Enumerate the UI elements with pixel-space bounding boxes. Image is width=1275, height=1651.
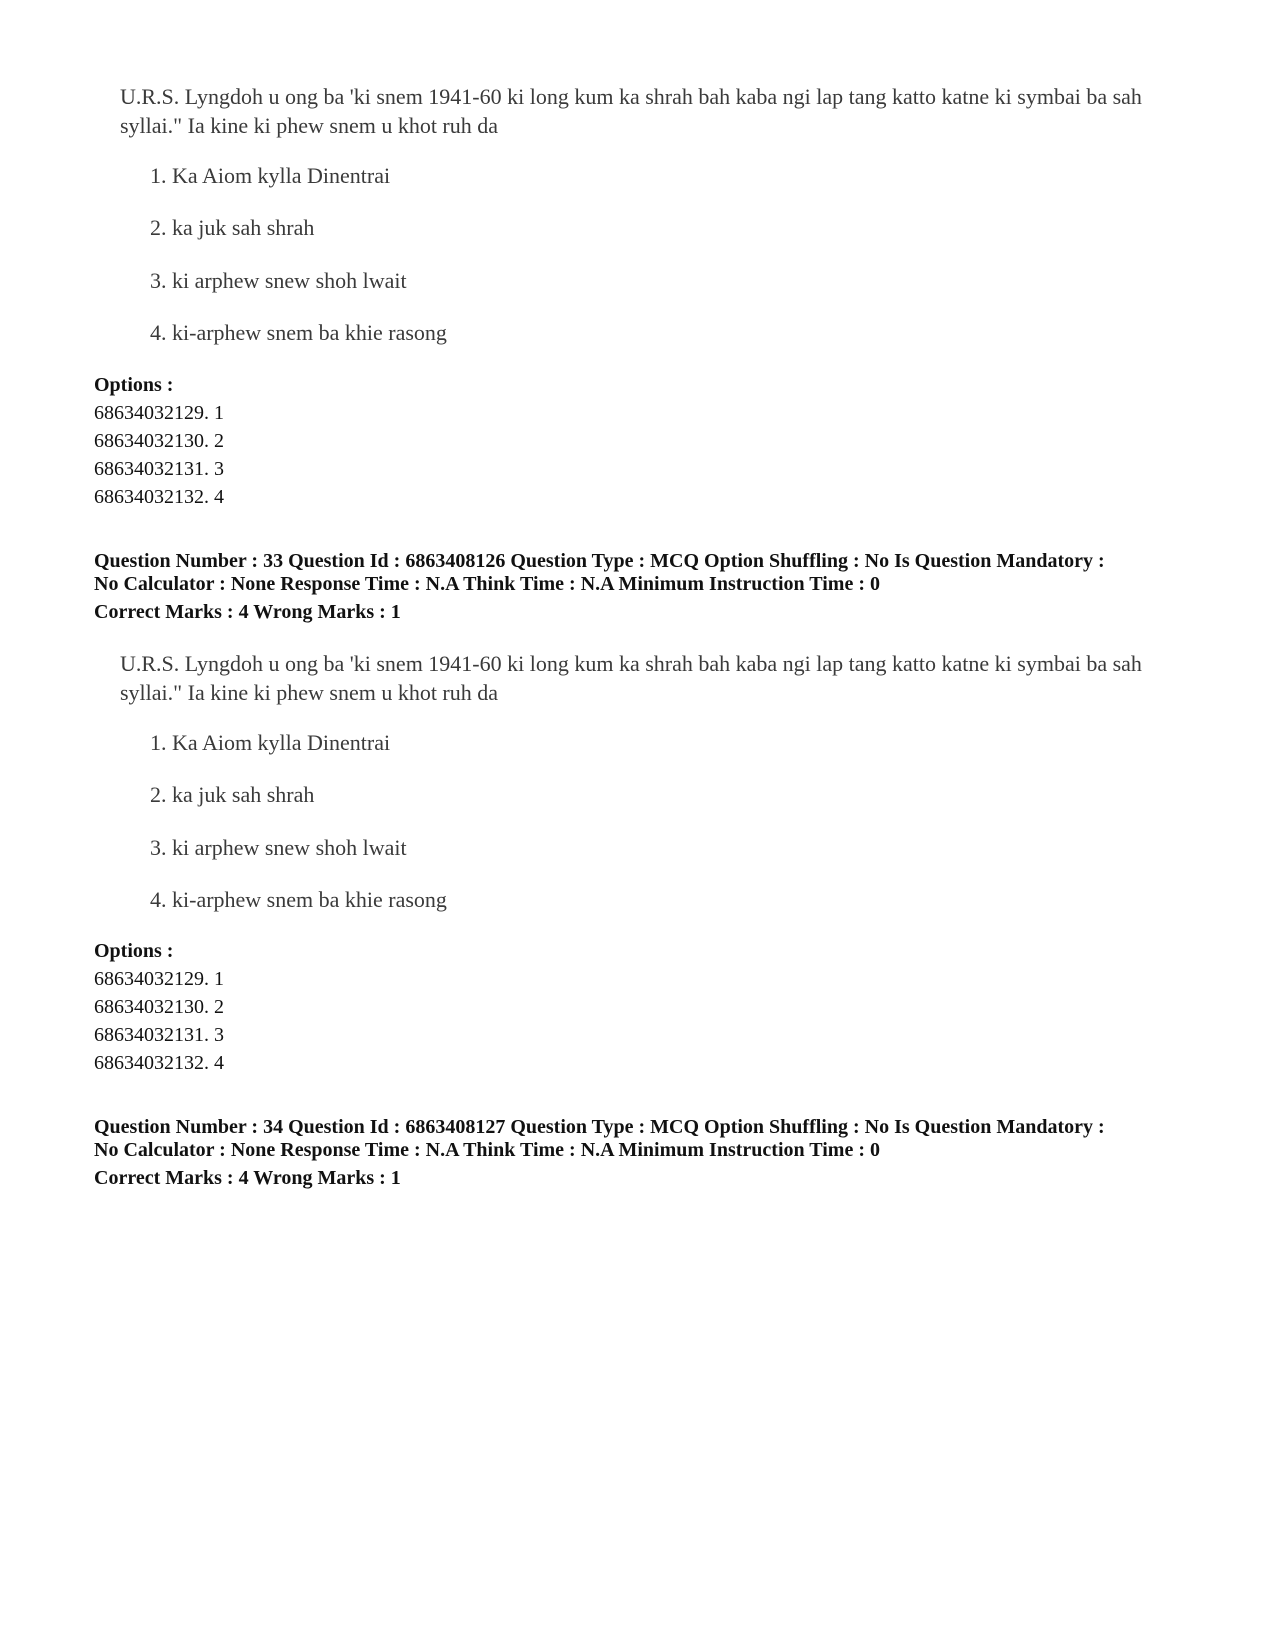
option-line: 68634032130. 2 [94, 996, 224, 1018]
question-item: 1. Ka Aiom kylla Dinentrai [150, 163, 391, 188]
question-meta-line: No Calculator : None Response Time : N.A Think Time : N.A Minimum Instruction Time : 0 [94, 1139, 880, 1161]
options-label: Options : [94, 374, 174, 396]
option-line: 68634032131. 3 [94, 458, 224, 480]
question-item: 4. ki-arphew snem ba khie rasong [150, 887, 447, 912]
question-marks: Correct Marks : 4 Wrong Marks : 1 [94, 1167, 401, 1189]
options-label: Options : [94, 940, 174, 962]
question-marks: Correct Marks : 4 Wrong Marks : 1 [94, 601, 401, 623]
question-text-image: U.R.S. Lyngdoh u ong ba 'ki snem 1941-60 ki long kum ka shrah bah kaba ngi lap tang katto katne ki symbai ba sah syllai." Ia kine ki phew snem u khot ruh da [120, 651, 1142, 705]
question-item: 3. ki arphew snew shoh lwait [150, 835, 407, 860]
question-meta-line: Question Number : 33 Question Id : 6863408126 Question Type : MCQ Option Shuffling : No Is Question Mandatory : [94, 550, 1105, 572]
option-line: 68634032129. 1 [94, 968, 224, 990]
option-line: 68634032129. 1 [94, 402, 224, 424]
question-meta-line: No Calculator : None Response Time : N.A Think Time : N.A Minimum Instruction Time : 0 [94, 573, 880, 595]
question-item: 2. ka juk sah shrah [150, 782, 315, 807]
question-item: 1. Ka Aiom kylla Dinentrai [150, 730, 391, 755]
option-line: 68634032132. 4 [94, 1052, 224, 1074]
question-item: 2. ka juk sah shrah [150, 215, 315, 240]
option-line: 68634032130. 2 [94, 430, 224, 452]
question-meta-line: Question Number : 34 Question Id : 6863408127 Question Type : MCQ Option Shuffling : No Is Question Mandatory : [94, 1116, 1105, 1138]
option-line: 68634032131. 3 [94, 1024, 224, 1046]
question-text-image: U.R.S. Lyngdoh u ong ba 'ki snem 1941-60 ki long kum ka shrah bah kaba ngi lap tang katto katne ki symbai ba sah syllai." Ia kine ki phew snem u khot ruh da [120, 84, 1142, 138]
option-line: 68634032132. 4 [94, 486, 224, 508]
question-item: 4. ki-arphew snem ba khie rasong [150, 320, 447, 345]
question-item: 3. ki arphew snew shoh lwait [150, 268, 407, 293]
